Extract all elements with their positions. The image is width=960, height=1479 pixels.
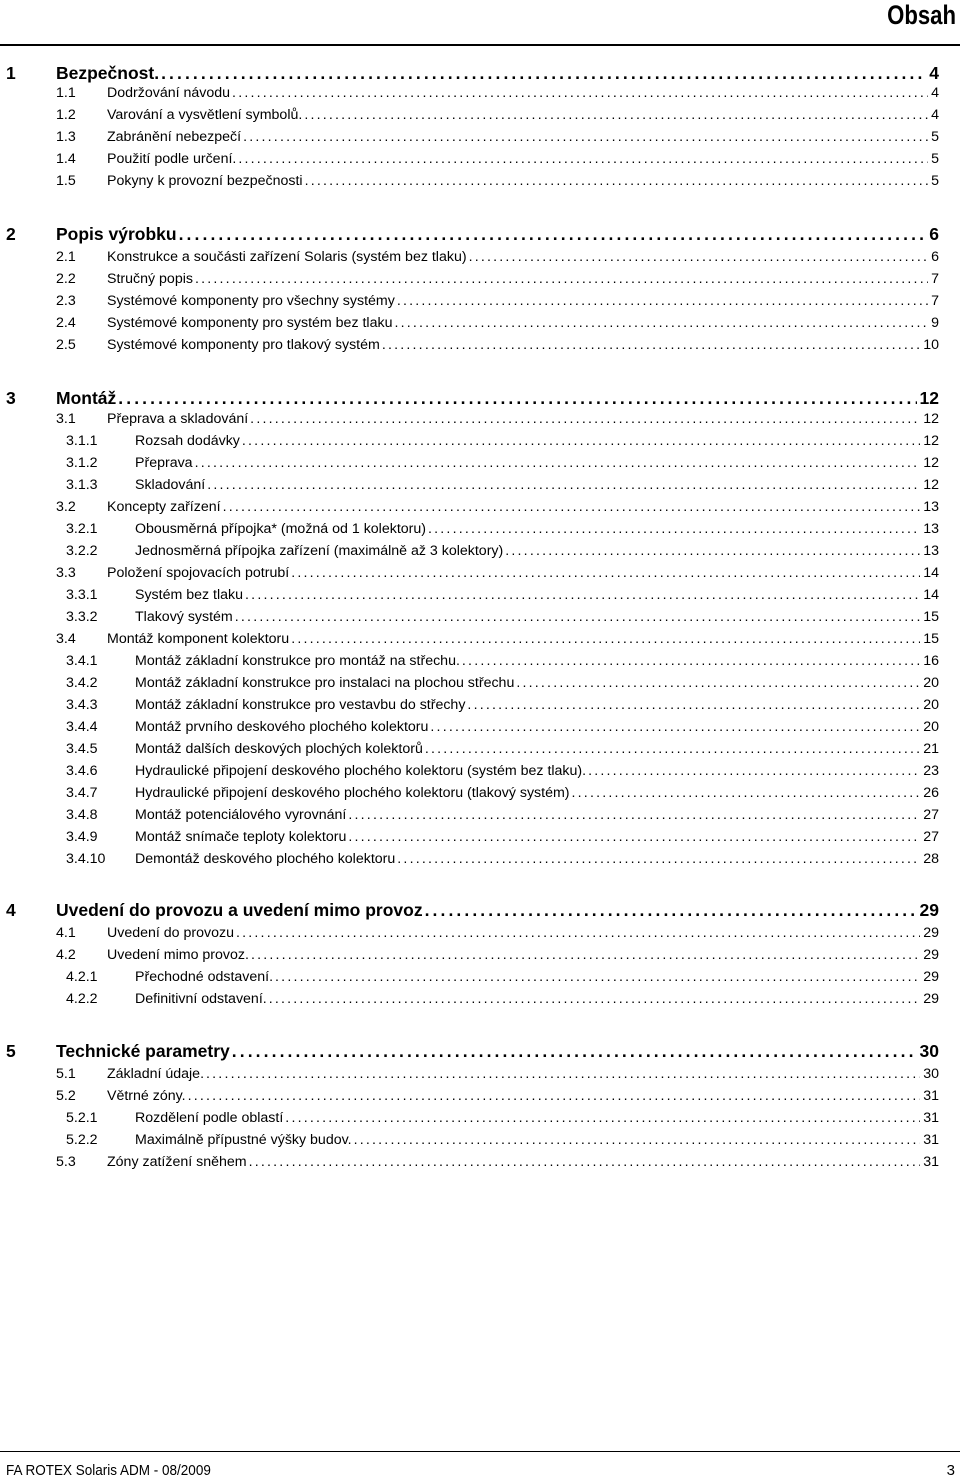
toc-entry-level-2[interactable] [0,107,960,129]
dot-leader [195,455,921,471]
toc-entry-page: 20 [923,697,939,713]
toc-entry-page: 16 [923,653,939,669]
toc-entry-number: 5.2.1 [66,1110,98,1126]
toc-entry-level-3[interactable] [0,763,960,785]
toc-entry-number: 3.1.3 [66,477,98,493]
toc-entry-page: 13 [923,521,939,537]
toc-entry-number: 3.1 [56,411,76,427]
toc-entry-number: 3.4.8 [66,807,98,823]
toc-entry-title[interactable]: Uvedení do provozu [107,925,234,941]
toc-entry-level-2[interactable] [0,925,960,947]
toc-entry-level-2[interactable] [0,85,960,107]
toc-entry-page: 15 [923,631,939,647]
toc-entry-number: 1.2 [56,107,76,123]
toc-entry-number: 4.2.1 [66,969,98,985]
toc-entry-title[interactable]: Přeprava [135,455,193,471]
toc-entry-level-2[interactable] [0,271,960,293]
toc-entry-page: 12 [919,388,939,408]
toc-entry-number: 3.4.5 [66,741,98,757]
dot-leader [195,271,928,287]
toc-entry-number: 2.2 [56,271,76,287]
toc-entry-number: 5.1 [56,1066,76,1082]
dot-leader [188,1088,921,1104]
toc-entry-level-1[interactable] [0,224,960,248]
toc-entry-title[interactable]: Montáž [56,388,117,408]
toc-entry-title[interactable]: Přechodné odstavení. [135,969,274,985]
toc-entry-title[interactable]: Skladování [135,477,206,493]
toc-entry-level-3[interactable] [0,609,960,631]
toc-entry-title[interactable]: Hydraulické připojení deskového plochého kolektoru (tlakový systém) [135,785,570,801]
toc-entry-level-3[interactable] [0,433,960,455]
toc-entry-page: 7 [931,293,939,309]
toc-entry-title[interactable]: Montáž základní konstrukce pro instalaci na plochou střechu [135,675,515,691]
toc-entry-title[interactable]: Varování a vysvětlení symbolů. [107,107,303,123]
toc-entry-level-3[interactable] [0,719,960,741]
toc-entry-page: 13 [923,543,939,559]
toc-entry-number: 3.4.4 [66,719,98,735]
toc-entry-number: 3.1.1 [66,433,98,449]
toc-entry-level-3[interactable] [0,969,960,991]
toc-entry-page: 14 [923,565,939,581]
toc-entry-level-2[interactable] [0,499,960,521]
dot-leader [425,900,917,921]
toc-entry-title[interactable]: Hydraulické připojení deskového plochého kolektoru (systém bez tlaku). [135,763,587,779]
toc-entry-title[interactable]: Základní údaje. [107,1066,205,1082]
toc-entry-number: 3.4.2 [66,675,98,691]
toc-entry-title[interactable]: Zabránění nebezpečí [107,129,242,145]
dot-leader [232,85,928,101]
toc-entry-title[interactable]: Montáž základní konstrukce pro montáž na střechu. [135,653,460,669]
toc-entry-level-2[interactable] [0,249,960,271]
toc-entry-title[interactable]: Rozdělení podle oblastí [135,1110,284,1126]
toc-entry-level-3[interactable] [0,675,960,697]
toc-entry-page: 30 [919,1041,939,1061]
toc-entry-page: 29 [923,991,939,1007]
toc-entry-title[interactable]: Technické parametry [56,1041,230,1061]
toc-entry-title[interactable]: Přeprava a skladování [107,411,249,427]
toc-entry-level-2[interactable] [0,631,960,653]
toc-entry-number: 2.4 [56,315,76,331]
toc-entry-level-3[interactable] [0,785,960,807]
toc-entry-title[interactable]: Koncepty zařízení [107,499,221,515]
toc-entry-page: 29 [923,947,939,963]
dot-leader [430,719,920,735]
dot-leader [235,609,920,625]
toc-entry-level-3[interactable] [0,829,960,851]
toc-entry-number: 3.2.2 [66,543,98,559]
toc-entry-number: 3.4.7 [66,785,98,801]
dot-leader [428,521,920,537]
toc-entry-number: 2.3 [56,293,76,309]
toc-entry-number: 5.2 [56,1088,76,1104]
footer-document-title: FA ROTEX Solaris ADM - 08/2009 [6,1462,211,1479]
toc-entry-number: 1.3 [56,129,76,145]
toc-entry-page: 9 [931,315,939,331]
toc-entry-number: 2 [6,224,16,244]
toc-entry-title[interactable]: Montáž dalších deskových plochých kolektorů [135,741,423,757]
dot-leader [179,224,927,245]
toc-entry-number: 5.2.2 [66,1132,98,1148]
toc-entry-page: 20 [923,719,939,735]
toc-entry-number: 3.3.1 [66,587,98,603]
dot-leader [469,249,929,265]
toc-entry-page: 21 [923,741,939,757]
toc-entry-number: 3.4.10 [66,851,106,867]
toc-entry-number: 3 [6,388,16,408]
toc-entry-title[interactable]: Demontáž deskového plochého kolektoru [135,851,396,867]
dot-leader [305,173,929,189]
toc-entry-number: 3.4.3 [66,697,98,713]
toc-entry-number: 3.4 [56,631,76,647]
toc-entry-number: 1 [6,63,16,83]
toc-entry-title[interactable]: Obousměrná přípojka* (možná od 1 kolektoru) [135,521,426,537]
toc-entry-page: 4 [931,85,939,101]
toc-entry-page: 10 [923,337,939,353]
toc-entry-number: 4 [6,900,16,920]
dot-leader [425,741,920,757]
toc-entry-title[interactable]: Stručný popis [107,271,193,287]
dot-leader [207,477,920,493]
toc-entry-level-2[interactable] [0,411,960,433]
dot-leader [206,1066,920,1082]
toc-entry-page: 30 [923,1066,939,1082]
toc-entry-level-3[interactable] [0,991,960,1013]
toc-entry-title[interactable]: Uvedení mimo provoz. [107,947,249,963]
toc-entry-title[interactable]: Použití podle určení. [107,151,237,167]
toc-entry-title[interactable]: Montáž komponent kolektoru [107,631,290,647]
toc-entry-level-1[interactable] [0,388,960,412]
toc-entry-title[interactable]: Montáž prvního deskového plochého kolektoru [135,719,429,735]
toc-entry-page: 5 [931,151,939,167]
toc-entry-level-3[interactable] [0,697,960,719]
toc-entry-page: 13 [923,499,939,515]
toc-entry-number: 5.3 [56,1154,76,1170]
toc-entry-title[interactable]: Montáž snímače teploty kolektoru [135,829,347,845]
toc-entry-number: 3.4.1 [66,653,98,669]
toc-entry-number: 1.5 [56,173,76,189]
toc-entry-page: 15 [923,609,939,625]
toc-entry-title[interactable]: Bezpečnost. [56,63,160,83]
toc-entry-page: 6 [929,224,939,244]
toc-entry-title[interactable]: Popis výrobku [56,224,177,244]
dot-leader [394,315,928,331]
toc-entry-level-3[interactable] [0,1132,960,1154]
toc-entry-level-2[interactable] [0,129,960,151]
toc-entry-number: 3.4.9 [66,829,98,845]
toc-entry-level-2[interactable] [0,1066,960,1088]
toc-entry-page: 29 [923,925,939,941]
toc-entry-number: 3.2.1 [66,521,98,537]
toc-entry-page: 29 [919,900,939,920]
toc-entry-title[interactable]: Tlakový systém [135,609,233,625]
toc-entry-page: 12 [923,477,939,493]
toc-entry-title[interactable]: Montáž základní konstrukce pro vestavbu do střechy [135,697,466,713]
toc-entry-title[interactable]: Zóny zatížení sněhem [107,1154,247,1170]
toc-entry-level-3[interactable] [0,741,960,763]
dot-leader [462,653,920,669]
dot-leader [242,433,920,449]
toc-entry-title[interactable]: Maximálně přípustné výšky budov. [135,1132,352,1148]
toc-entry-level-3[interactable] [0,807,960,829]
dot-leader [505,543,920,559]
toc-entry-page: 4 [929,63,939,83]
toc-entry-level-3[interactable] [0,543,960,565]
toc-entry-level-3[interactable] [0,587,960,609]
dot-leader [382,337,920,353]
toc-entry-page: 23 [923,763,939,779]
dot-leader [118,388,916,409]
toc-entry-title[interactable]: Definitivní odstavení. [135,991,267,1007]
toc-entry-level-2[interactable] [0,151,960,173]
toc-entry-title[interactable]: Rozsah dodávky [135,433,240,449]
toc-entry-level-3[interactable] [0,851,960,873]
toc-entry-number: 4.1 [56,925,76,941]
toc-entry-page: 5 [931,173,939,189]
toc-entry-page: 12 [923,455,939,471]
toc-entry-page: 29 [923,969,939,985]
toc-entry-title[interactable]: Systémové komponenty pro všechny systémy [107,293,395,309]
dot-leader [354,1132,921,1148]
dot-leader [348,807,920,823]
dot-leader [238,151,928,167]
page-title: Obsah [887,0,956,30]
toc-entry-title[interactable]: Jednosměrná přípojka zařízení (maximálně až 3 kolektory) [135,543,504,559]
dot-leader [249,1154,921,1170]
dot-leader [516,675,920,691]
toc-entry-page: 31 [923,1110,939,1126]
toc-entry-page: 20 [923,675,939,691]
footer-page-number: 3 [946,1462,955,1479]
toc-entry-level-2[interactable] [0,1088,960,1110]
toc-entry-page: 6 [931,249,939,265]
toc-entry-level-1[interactable] [0,63,960,87]
dot-leader [269,991,921,1007]
toc-entry-level-2[interactable] [0,337,960,359]
toc-entry-page: 5 [931,129,939,145]
toc-entry-title[interactable]: Montáž potenciálového vyrovnání [135,807,347,823]
dot-leader [291,631,920,647]
toc-entry-number: 3.4.6 [66,763,98,779]
dot-leader [236,925,920,941]
toc-entry-title[interactable]: Větrné zóny. [107,1088,186,1104]
toc-entry-page: 31 [923,1088,939,1104]
toc-entry-page: 12 [923,411,939,427]
toc-entry-number: 3.3 [56,565,76,581]
toc-entry-title[interactable]: Dodržování návodu [107,85,231,101]
dot-leader [397,851,920,867]
toc-entry-level-3[interactable] [0,1110,960,1132]
toc-entry-title[interactable]: Systémové komponenty pro systém bez tlaku [107,315,393,331]
toc-entry-level-1[interactable] [0,1041,960,1065]
toc-entry-level-3[interactable] [0,455,960,477]
dot-leader [291,565,920,581]
dot-leader [348,829,920,845]
toc-entry-number: 1.1 [56,85,76,101]
toc-entry-number: 3.1.2 [66,455,98,471]
toc-entry-level-2[interactable] [0,1154,960,1176]
dot-leader [588,763,920,779]
dot-leader [572,785,921,801]
dot-leader [467,697,920,713]
toc-entry-level-2[interactable] [0,173,960,195]
toc-entry-number: 3.3.2 [66,609,98,625]
toc-entry-level-2[interactable] [0,947,960,969]
toc-entry-page: 31 [923,1154,939,1170]
dot-leader [304,107,928,123]
toc-entry-level-2[interactable] [0,293,960,315]
dot-leader [285,1110,920,1126]
toc-entry-page: 7 [931,271,939,287]
dot-leader [223,499,921,515]
toc-entry-number: 2.1 [56,249,76,265]
toc-entry-title[interactable]: Uvedení do provozu a uvedení mimo provoz [56,900,423,920]
toc-entry-level-3[interactable] [0,477,960,499]
toc-entry-page: 27 [923,807,939,823]
toc-entry-level-1[interactable] [0,900,960,924]
dot-leader [251,947,920,963]
toc-entry-page: 4 [931,107,939,123]
toc-entry-number: 1.4 [56,151,76,167]
toc-entry-level-2[interactable] [0,565,960,587]
dot-leader [232,1041,917,1062]
footer-rule [0,1451,960,1452]
toc-entry-number: 4.2.2 [66,991,98,1007]
dot-leader [250,411,920,427]
toc-entry-level-2[interactable] [0,315,960,337]
dot-leader [275,969,920,985]
dot-leader [245,587,920,603]
toc-entry-level-3[interactable] [0,521,960,543]
dot-leader [243,129,928,145]
toc-entry-title[interactable]: Systémové komponenty pro tlakový systém [107,337,380,353]
toc-entry-number: 4.2 [56,947,76,963]
toc-entry-page: 27 [923,829,939,845]
toc-entry-number: 2.5 [56,337,76,353]
toc-entry-title[interactable]: Pokyny k provozní bezpečnosti [107,173,303,189]
toc-entry-title[interactable]: Systém bez tlaku [135,587,244,603]
toc-entry-level-3[interactable] [0,653,960,675]
toc-entry-page: 31 [923,1132,939,1148]
toc-entry-number: 3.2 [56,499,76,515]
toc-entry-page: 28 [923,851,939,867]
toc-entry-title[interactable]: Položení spojovacích potrubí [107,565,290,581]
toc-entry-page: 12 [923,433,939,449]
toc-entry-number: 5 [6,1041,16,1061]
dot-leader [397,293,928,309]
toc-entry-page: 14 [923,587,939,603]
toc-entry-page: 26 [923,785,939,801]
dot-leader [161,63,926,84]
toc-entry-title[interactable]: Konstrukce a součásti zařízení Solaris (systém bez tlaku) [107,249,467,265]
